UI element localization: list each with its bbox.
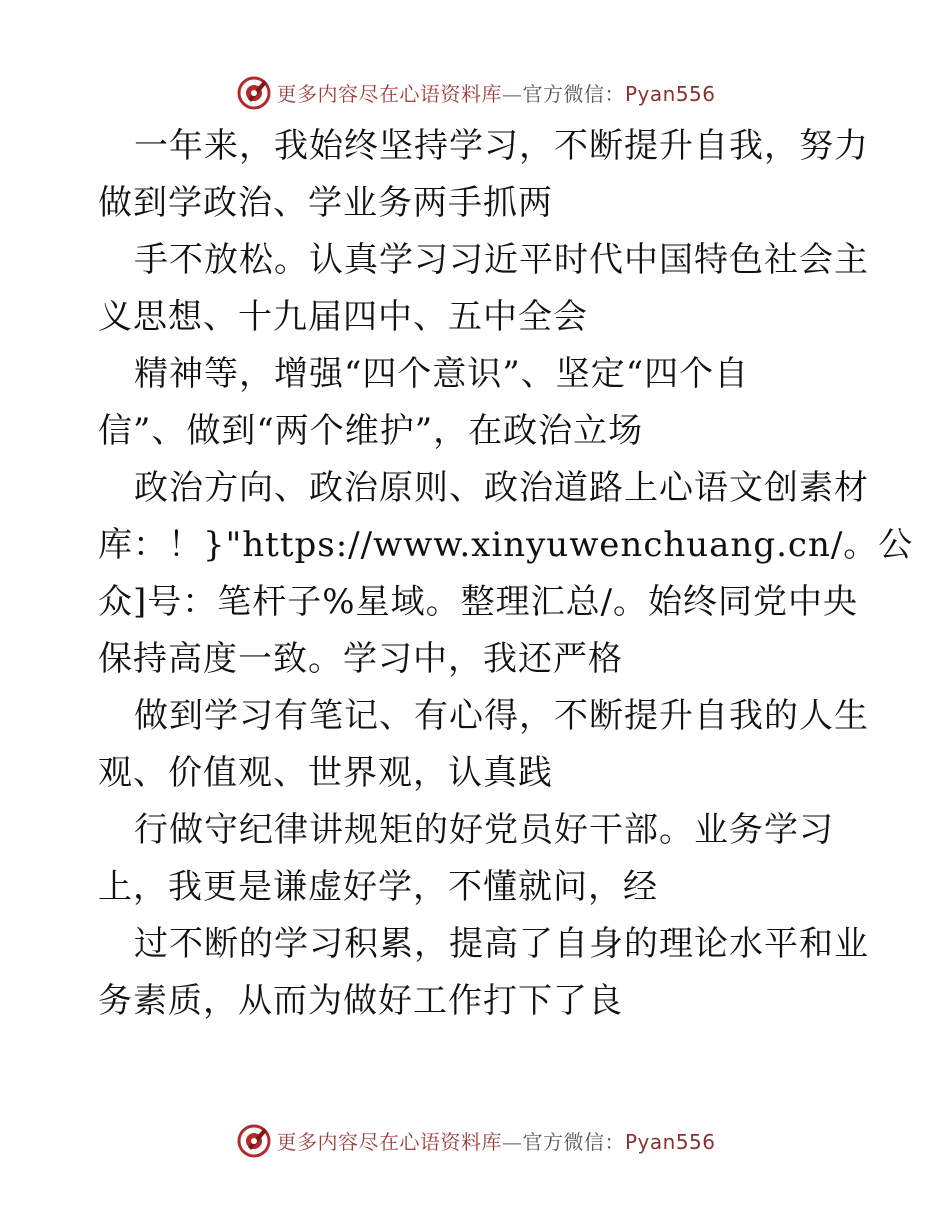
body-line: 精神等，增强“四个意识”、坚定“四个自 <box>134 354 750 394</box>
body-line: 保持高度一致。学习中，我还严格 <box>98 639 623 679</box>
header-site: 更多内容尽在心语资料库 <box>276 81 502 106</box>
body-line: 做到学习有笔记、有心得，不断提升自我的人生 <box>134 696 869 736</box>
body-line: 众]号：笔杆子%星域。整理汇总/。始终同党中央 <box>98 582 859 622</box>
body-line: 行做守纪律讲规矩的好党员好干部。业务学习 <box>134 810 834 850</box>
footer-label: 官方微信： <box>522 1129 625 1154</box>
footer-wechat-id: Pyan556 <box>624 1129 716 1154</box>
header-dash: — <box>501 81 523 106</box>
header-banner <box>0 70 950 114</box>
body-line: 一年来，我始终坚持学习，不断提升自我，努力 <box>134 126 869 166</box>
header-label: 官方微信： <box>522 81 625 106</box>
footer-dash: — <box>501 1129 523 1154</box>
body-line: 过不断的学习积累，提高了自身的理论水平和业 <box>134 924 869 964</box>
footer-site: 更多内容尽在心语资料库 <box>276 1129 502 1154</box>
body-line: 库：！}"https://www.xinyuwenchuang.cn/。公 <box>98 525 914 565</box>
body-line: 上，我更是谦虚好学，不懂就问，经 <box>98 867 658 907</box>
body-line: 观、价值观、世界观，认真践 <box>98 753 553 793</box>
body-line: 政治方向、政治原则、政治道路上心语文创素材 <box>134 468 869 508</box>
body-line: 义思想、十九届四中、五中全会 <box>98 297 588 337</box>
logo-icon <box>234 72 274 112</box>
body-line: 手不放松。认真学习习近平时代中国特色社会主 <box>134 240 869 280</box>
body-line: 做到学政治、学业务两手抓两 <box>98 183 553 223</box>
logo-icon <box>234 1120 274 1160</box>
body-line: 信”、做到“两个维护”，在政治立场 <box>98 411 644 451</box>
header-text <box>276 78 715 107</box>
footer-text <box>276 1126 715 1155</box>
header-wechat-id: Pyan556 <box>624 81 716 106</box>
document-body <box>98 118 914 1030</box>
footer-banner <box>0 1118 950 1162</box>
body-line: 务素质，从而为做好工作打下了良 <box>98 981 623 1021</box>
